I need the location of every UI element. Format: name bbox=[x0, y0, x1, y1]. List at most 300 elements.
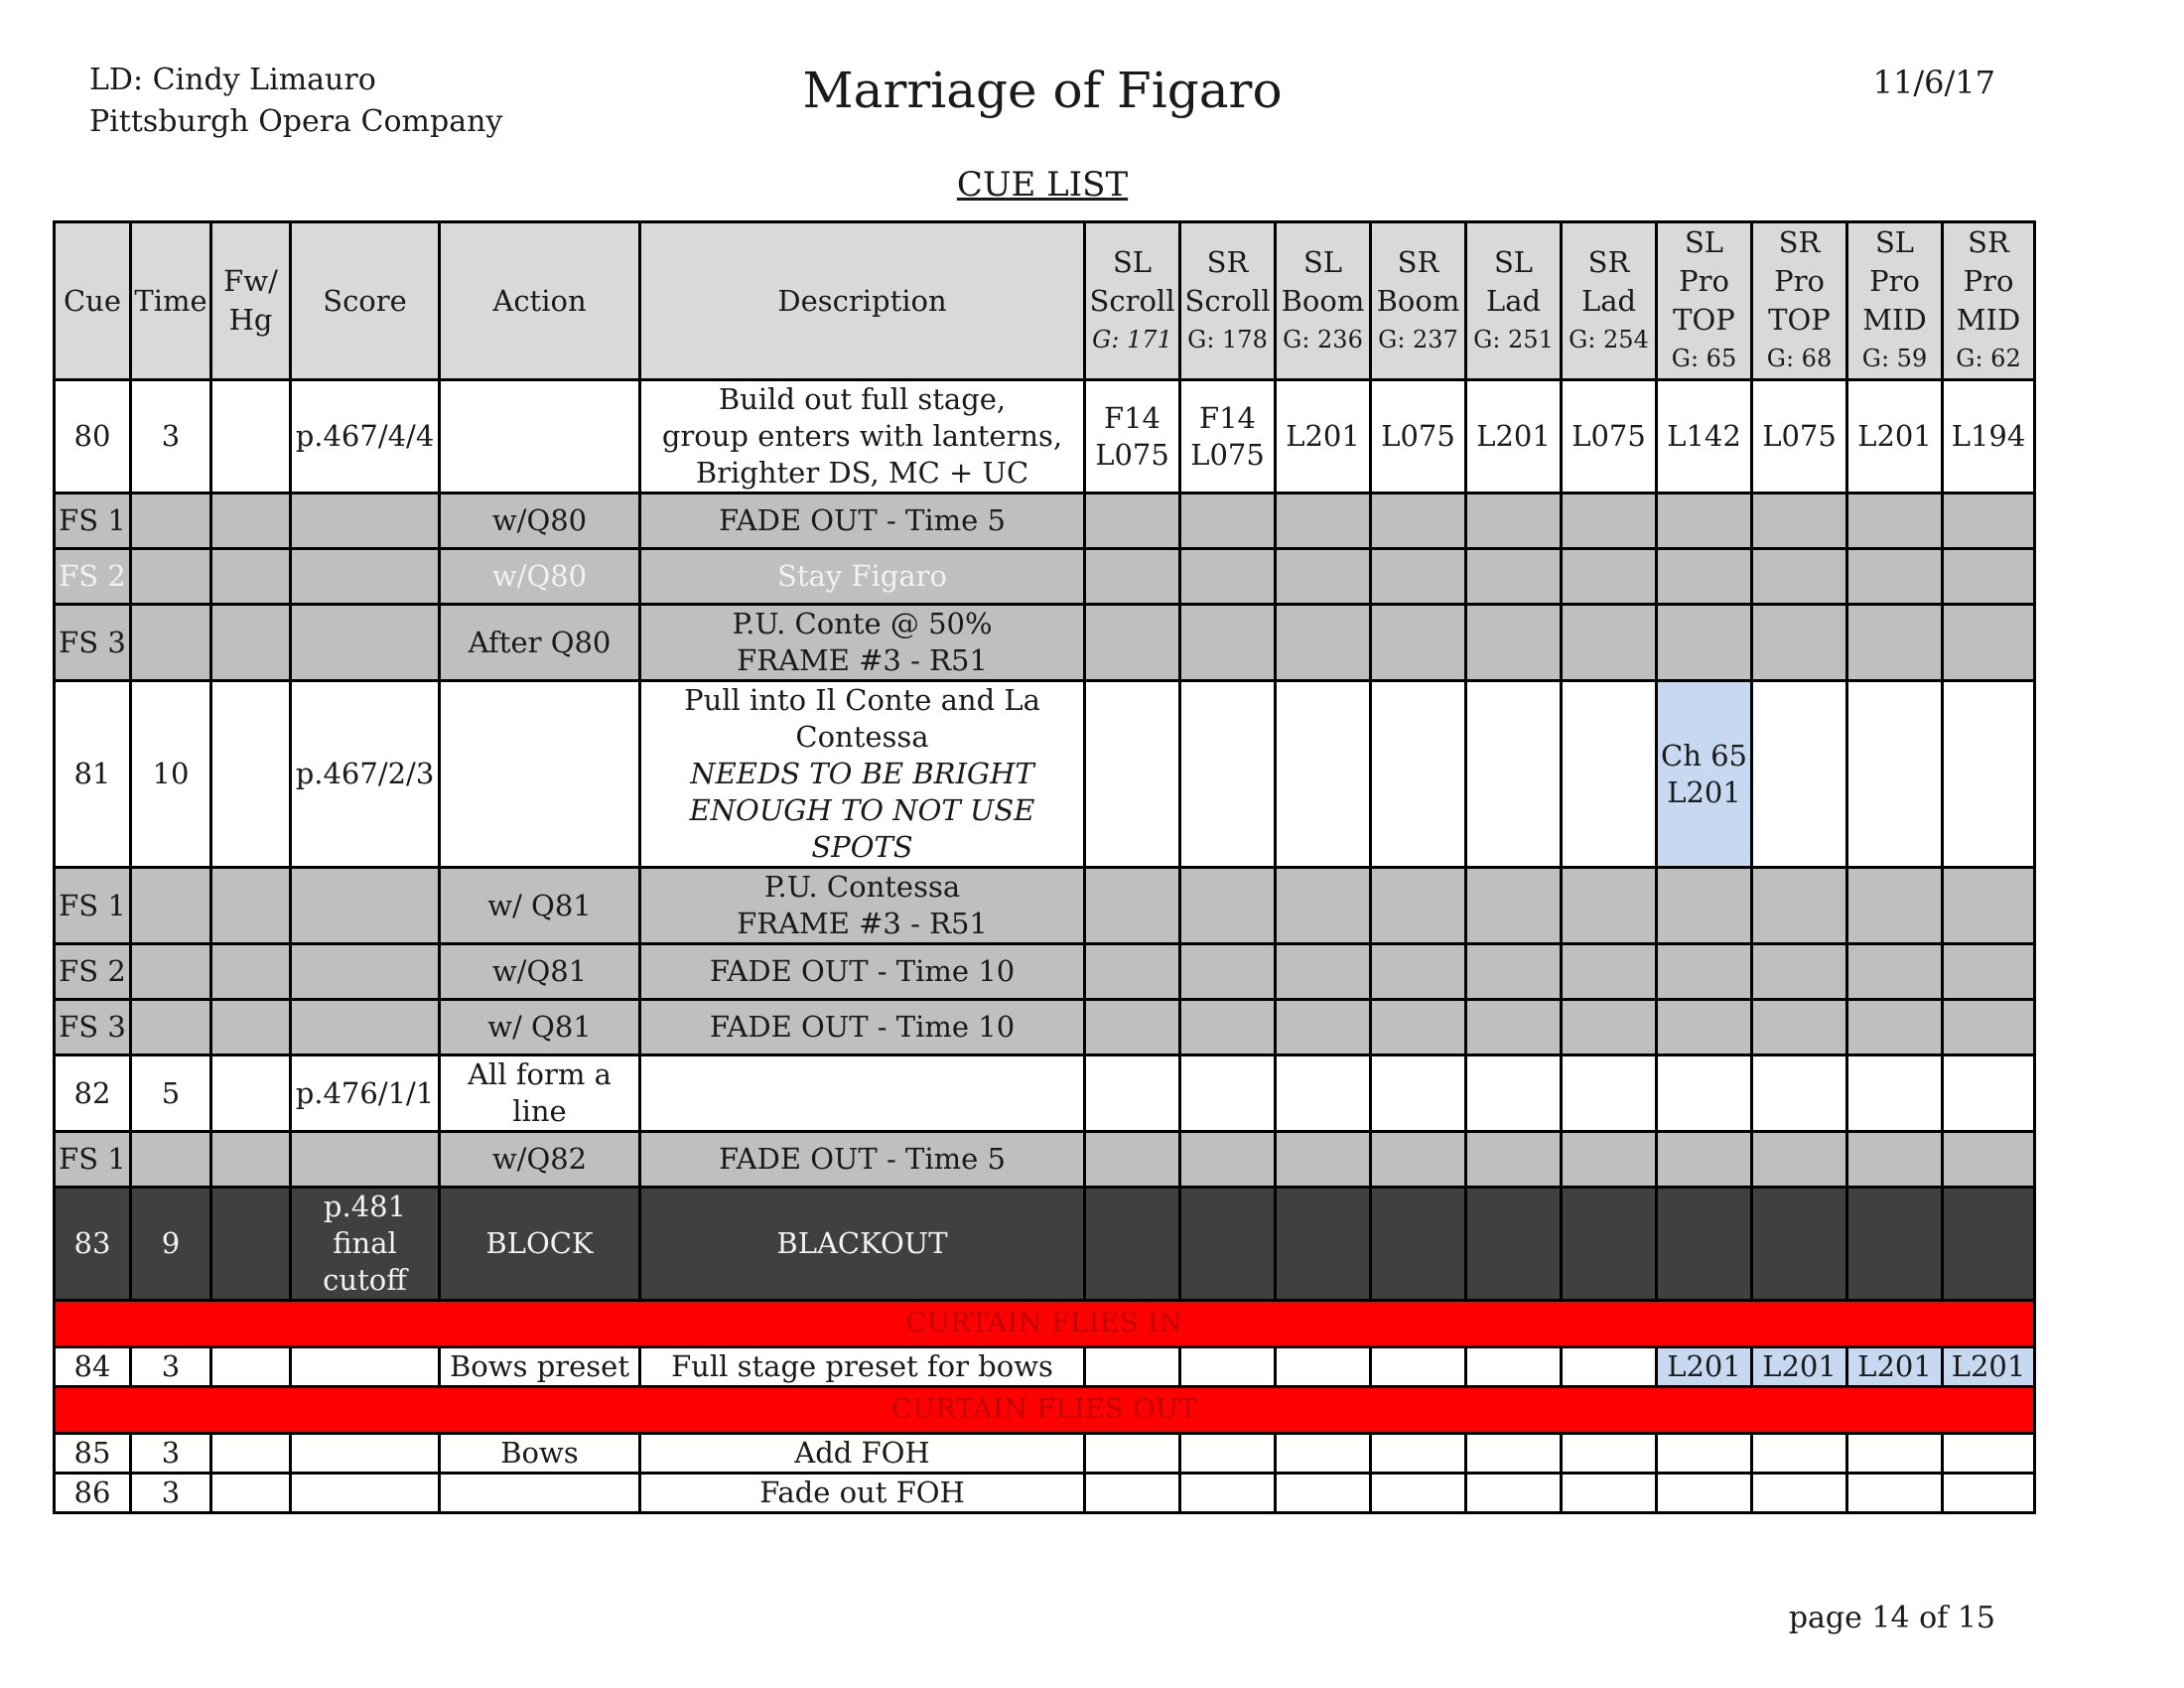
channel-cell: L142 bbox=[1657, 380, 1752, 493]
score-cell bbox=[291, 380, 440, 493]
fwhg-cell bbox=[211, 1000, 291, 1055]
cue-number-cell: 86 bbox=[55, 1474, 131, 1513]
channel-cell bbox=[1847, 1055, 1943, 1132]
channel-cell bbox=[1085, 493, 1180, 549]
action-cell: w/ Q81 bbox=[440, 1000, 640, 1055]
channel-cell: L075 bbox=[1562, 380, 1657, 493]
table-row bbox=[55, 549, 2035, 605]
col-header-channel-line: SR bbox=[1968, 225, 2009, 259]
channel-cell bbox=[1562, 1474, 1657, 1513]
col-header-cue: Cue bbox=[55, 222, 131, 380]
channel-cell: L201 bbox=[1466, 380, 1562, 493]
channel-cell bbox=[1752, 868, 1847, 944]
channel-cell bbox=[1943, 1188, 2035, 1301]
table-header-row bbox=[55, 222, 2035, 380]
score-cell bbox=[291, 1347, 440, 1387]
time-cell bbox=[131, 605, 211, 681]
channel-cell bbox=[1371, 1474, 1466, 1513]
document-date: 11/6/17 bbox=[1872, 64, 1995, 101]
table-row bbox=[55, 944, 2035, 1000]
description-line: FADE OUT - Time 10 bbox=[709, 1010, 1016, 1044]
col-header-group-number: G: 237 bbox=[1378, 325, 1458, 353]
channel-cell bbox=[1847, 868, 1943, 944]
col-header-channel bbox=[1562, 222, 1657, 380]
channel-cell: L075 bbox=[1752, 380, 1847, 493]
channel-cell bbox=[1752, 1188, 1847, 1301]
table-row bbox=[55, 1434, 2035, 1474]
channel-cell bbox=[1847, 1132, 1943, 1188]
channel-cell bbox=[1657, 493, 1752, 549]
table-row bbox=[55, 380, 2035, 493]
col-header-channel-line: SL bbox=[1684, 225, 1724, 259]
channel-cell bbox=[1180, 1132, 1276, 1188]
description-cell bbox=[640, 868, 1085, 944]
description-line: P.U. Conte @ 50% bbox=[732, 607, 993, 640]
channel-cell bbox=[1085, 1055, 1180, 1132]
channel-cell bbox=[1943, 1055, 2035, 1132]
channel-cell bbox=[1085, 549, 1180, 605]
fwhg-cell bbox=[211, 605, 291, 681]
channel-cell bbox=[1180, 1055, 1276, 1132]
col-header-fwhg-line: Hg bbox=[228, 303, 273, 337]
col-header-channel-line: SR bbox=[1778, 225, 1821, 259]
channel-cell bbox=[1752, 549, 1847, 605]
col-header-channel-line: SR bbox=[1206, 244, 1249, 279]
channel-cell bbox=[1276, 944, 1371, 1000]
description-line: Fade out FOH bbox=[759, 1476, 965, 1509]
description-cell bbox=[640, 1434, 1085, 1474]
channel-cell bbox=[1657, 1474, 1752, 1513]
score-line: p.476/1/1 bbox=[295, 1075, 435, 1110]
channel-cell bbox=[1847, 1434, 1943, 1474]
channel-cell bbox=[1276, 1055, 1371, 1132]
table-row bbox=[55, 605, 2035, 681]
col-header-channel-line: SL bbox=[1112, 244, 1153, 279]
col-header-fwhg-line: Fw/ bbox=[223, 264, 278, 298]
col-header-channel bbox=[1657, 222, 1752, 380]
description-cell bbox=[640, 549, 1085, 605]
action-cell: Bows preset bbox=[440, 1347, 640, 1387]
action-cell bbox=[440, 1474, 640, 1513]
col-header-channel bbox=[1276, 222, 1371, 380]
channel-cell bbox=[1371, 944, 1466, 1000]
channel-cell bbox=[1085, 944, 1180, 1000]
score-cell bbox=[291, 493, 440, 549]
channel-cell bbox=[1180, 944, 1276, 1000]
channel-cell bbox=[1466, 868, 1562, 944]
col-header-channel bbox=[1085, 222, 1180, 380]
col-header-channel-line: SR bbox=[1397, 244, 1439, 279]
channel-cell bbox=[1752, 944, 1847, 1000]
cue-number-cell: FS 3 bbox=[55, 605, 131, 681]
channel-cell bbox=[1276, 1434, 1371, 1474]
cue-number-cell: FS 3 bbox=[55, 1000, 131, 1055]
description-line: FADE OUT - Time 5 bbox=[719, 503, 1006, 537]
channel-cell bbox=[1943, 493, 2035, 549]
channel-cell bbox=[1562, 1055, 1657, 1132]
channel-cell bbox=[1085, 1474, 1180, 1513]
channel-cell bbox=[1562, 1188, 1657, 1301]
col-header-channel bbox=[1371, 222, 1466, 380]
table-row bbox=[55, 1055, 2035, 1132]
channel-cell bbox=[1276, 493, 1371, 549]
score-line: final bbox=[333, 1226, 397, 1260]
channel-cell bbox=[1562, 944, 1657, 1000]
description-line: FRAME #3 - R51 bbox=[737, 907, 988, 940]
cue-number-cell: FS 1 bbox=[55, 493, 131, 549]
channel-cell bbox=[1847, 549, 1943, 605]
score-cell bbox=[291, 944, 440, 1000]
table-row bbox=[55, 1474, 2035, 1513]
cue-number-cell: FS 2 bbox=[55, 549, 131, 605]
action-cell: All form a line bbox=[440, 1055, 640, 1132]
time-cell bbox=[131, 1000, 211, 1055]
cue-number-cell: 85 bbox=[55, 1434, 131, 1474]
action-cell bbox=[440, 380, 640, 493]
cue-table-body bbox=[55, 380, 2035, 1513]
channel-cell bbox=[1085, 1188, 1180, 1301]
col-header-channel bbox=[1466, 222, 1562, 380]
col-header-channel-line: SL bbox=[1302, 244, 1343, 279]
table-row bbox=[55, 1347, 2035, 1387]
channel-cell bbox=[1466, 549, 1562, 605]
cue-number-cell: 82 bbox=[55, 1055, 131, 1132]
time-cell bbox=[131, 868, 211, 944]
col-header-channel-line: SL bbox=[1493, 244, 1534, 279]
channel-cell bbox=[1276, 1132, 1371, 1188]
cue-number-cell: FS 2 bbox=[55, 944, 131, 1000]
channel-cell: L194 bbox=[1943, 380, 2035, 493]
description-cell bbox=[640, 1000, 1085, 1055]
channel-cell bbox=[1466, 1000, 1562, 1055]
col-header-channel-line: Pro bbox=[1963, 264, 2014, 298]
description-line: Brighter DS, MC + UC bbox=[695, 456, 1029, 490]
channel-cell: L201 bbox=[1943, 1347, 2035, 1387]
col-header-channel-line: TOP bbox=[1673, 303, 1735, 337]
channel-cell bbox=[1752, 681, 1847, 868]
time-cell: 3 bbox=[131, 380, 211, 493]
channel-cell bbox=[1943, 605, 2035, 681]
score-line: p.467/2/3 bbox=[295, 757, 435, 790]
channel-cell bbox=[1752, 1055, 1847, 1132]
channel-cell bbox=[1371, 1188, 1466, 1301]
channel-cell bbox=[1562, 605, 1657, 681]
channel-cell bbox=[1562, 681, 1657, 868]
channel-cell bbox=[1085, 1434, 1180, 1474]
col-header-channel-line: Boom bbox=[1376, 283, 1460, 318]
channel-cell bbox=[1466, 1188, 1562, 1301]
channel-cell bbox=[1371, 1347, 1466, 1387]
col-header-channel-line: Pro bbox=[1679, 264, 1729, 298]
channel-cell: L201 bbox=[1752, 1347, 1847, 1387]
col-header-channel-line: MID bbox=[1956, 303, 2021, 337]
channel-cell bbox=[1562, 493, 1657, 549]
company-name: Pittsburgh Opera Company bbox=[89, 104, 503, 139]
channel-cell bbox=[1371, 1132, 1466, 1188]
fwhg-cell bbox=[211, 1434, 291, 1474]
action-cell bbox=[440, 681, 640, 868]
channel-cell bbox=[1943, 1474, 2035, 1513]
channel-cell bbox=[1371, 868, 1466, 944]
channel-cell bbox=[1657, 1434, 1752, 1474]
action-cell: BLOCK bbox=[440, 1188, 640, 1301]
fwhg-cell bbox=[211, 493, 291, 549]
col-header-channel-line: TOP bbox=[1768, 303, 1831, 337]
cue-number-cell: FS 1 bbox=[55, 868, 131, 944]
fwhg-cell bbox=[211, 549, 291, 605]
cue-number-cell: 81 bbox=[55, 681, 131, 868]
action-cell: w/Q82 bbox=[440, 1132, 640, 1188]
table-row bbox=[55, 868, 2035, 944]
channel-cell bbox=[1371, 681, 1466, 868]
table-row bbox=[55, 1132, 2035, 1188]
description-cell bbox=[640, 380, 1085, 493]
table-row bbox=[55, 1000, 2035, 1055]
score-line: cutoff bbox=[323, 1263, 407, 1297]
fwhg-cell bbox=[211, 1347, 291, 1387]
page-number: page 14 of 15 bbox=[1788, 1601, 1995, 1635]
channel-cell bbox=[1180, 1474, 1276, 1513]
channel-cell: F14 L075 bbox=[1085, 380, 1180, 493]
col-header-group-number: G: 68 bbox=[1766, 345, 1833, 372]
channel-cell: L201 bbox=[1657, 1347, 1752, 1387]
channel-cell bbox=[1180, 1434, 1276, 1474]
time-cell bbox=[131, 549, 211, 605]
action-cell: w/Q81 bbox=[440, 944, 640, 1000]
score-line: p.481 bbox=[323, 1190, 407, 1223]
col-header-description: Description bbox=[640, 222, 1085, 380]
channel-cell bbox=[1466, 605, 1562, 681]
col-header-channel-line: Lad bbox=[1485, 283, 1542, 318]
col-header-group-number: G: 171 bbox=[1092, 325, 1172, 353]
description-cell bbox=[640, 681, 1085, 868]
action-cell: w/ Q81 bbox=[440, 868, 640, 944]
channel-cell bbox=[1276, 605, 1371, 681]
channel-cell bbox=[1657, 868, 1752, 944]
fwhg-cell bbox=[211, 1188, 291, 1301]
channel-cell bbox=[1371, 1434, 1466, 1474]
channel-cell: L201 bbox=[1847, 1347, 1943, 1387]
channel-cell bbox=[1752, 1434, 1847, 1474]
channel-cell bbox=[1276, 1188, 1371, 1301]
col-header-score: Score bbox=[291, 222, 440, 380]
channel-cell bbox=[1085, 1000, 1180, 1055]
channel-cell bbox=[1466, 944, 1562, 1000]
curtain-banner: CURTAIN FLIES OUT bbox=[55, 1387, 2035, 1434]
description-line: FRAME #3 - R51 bbox=[737, 643, 988, 677]
channel-cell bbox=[1085, 605, 1180, 681]
fwhg-cell bbox=[211, 1132, 291, 1188]
fwhg-cell bbox=[211, 681, 291, 868]
channel-cell bbox=[1657, 1132, 1752, 1188]
channel-cell bbox=[1180, 868, 1276, 944]
channel-cell bbox=[1943, 868, 2035, 944]
channel-cell bbox=[1085, 681, 1180, 868]
channel-cell bbox=[1180, 1188, 1276, 1301]
channel-cell bbox=[1847, 605, 1943, 681]
description-line: Pull into Il Conte and La Contessa bbox=[684, 683, 1040, 754]
channel-cell bbox=[1180, 1347, 1276, 1387]
fwhg-cell bbox=[211, 380, 291, 493]
channel-cell bbox=[1180, 1000, 1276, 1055]
col-header-channel bbox=[1943, 222, 2035, 380]
col-header-channel-line: Pro bbox=[1869, 264, 1920, 298]
description-cell bbox=[640, 493, 1085, 549]
time-cell: 3 bbox=[131, 1347, 211, 1387]
description-line: Stay Figaro bbox=[777, 559, 947, 593]
channel-cell bbox=[1562, 1132, 1657, 1188]
fwhg-cell bbox=[211, 1055, 291, 1132]
time-cell: 3 bbox=[131, 1434, 211, 1474]
col-header-group-number: G: 59 bbox=[1861, 345, 1928, 372]
col-header-action: Action bbox=[440, 222, 640, 380]
channel-cell bbox=[1847, 1188, 1943, 1301]
channel-cell bbox=[1276, 1474, 1371, 1513]
channel-cell bbox=[1752, 1000, 1847, 1055]
col-header-channel-line: Pro bbox=[1774, 264, 1825, 298]
channel-cell bbox=[1180, 605, 1276, 681]
description-cell bbox=[640, 605, 1085, 681]
channel-cell bbox=[1180, 681, 1276, 868]
score-cell bbox=[291, 1188, 440, 1301]
curtain-banner-row bbox=[55, 1301, 2035, 1347]
description-line: P.U. Contessa bbox=[763, 870, 961, 904]
curtain-banner: CURTAIN FLIES IN bbox=[55, 1301, 2035, 1347]
cue-list-subtitle: CUE LIST bbox=[956, 165, 1129, 205]
action-cell: After Q80 bbox=[440, 605, 640, 681]
cue-number-cell: 84 bbox=[55, 1347, 131, 1387]
col-header-channel-line: Lad bbox=[1580, 283, 1637, 318]
channel-cell bbox=[1466, 1132, 1562, 1188]
channel-cell bbox=[1847, 1000, 1943, 1055]
time-cell bbox=[131, 944, 211, 1000]
score-cell bbox=[291, 1055, 440, 1132]
col-header-group-number: G: 254 bbox=[1569, 325, 1649, 353]
channel-cell: L201 bbox=[1276, 380, 1371, 493]
channel-cell bbox=[1085, 1347, 1180, 1387]
description-line: Add FOH bbox=[794, 1436, 930, 1470]
channel-cell bbox=[1657, 549, 1752, 605]
description-cell bbox=[640, 944, 1085, 1000]
lighting-designer: LD: Cindy Limauro bbox=[89, 63, 376, 97]
cue-list-table bbox=[53, 220, 2036, 1514]
channel-cell bbox=[1752, 1132, 1847, 1188]
channel-cell bbox=[1371, 605, 1466, 681]
table-row bbox=[55, 1188, 2035, 1301]
channel-cell bbox=[1943, 944, 2035, 1000]
channel-cell bbox=[1276, 868, 1371, 944]
channel-cell bbox=[1847, 1474, 1943, 1513]
channel-cell: L201 bbox=[1847, 380, 1943, 493]
channel-cell bbox=[1562, 1347, 1657, 1387]
channel-cell: L075 bbox=[1371, 380, 1466, 493]
channel-cell bbox=[1466, 1347, 1562, 1387]
channel-cell bbox=[1085, 1132, 1180, 1188]
col-header-time: Time bbox=[131, 222, 211, 380]
col-header-group-number: G: 65 bbox=[1671, 345, 1737, 372]
channel-cell bbox=[1943, 549, 2035, 605]
fwhg-cell bbox=[211, 868, 291, 944]
score-line: p.467/4/4 bbox=[295, 419, 435, 453]
channel-cell bbox=[1466, 1474, 1562, 1513]
channel-cell bbox=[1943, 1434, 2035, 1474]
col-header-channel bbox=[1847, 222, 1943, 380]
channel-cell bbox=[1943, 1000, 2035, 1055]
cue-number-cell: 83 bbox=[55, 1188, 131, 1301]
channel-cell bbox=[1466, 1434, 1562, 1474]
time-cell: 9 bbox=[131, 1188, 211, 1301]
table-row bbox=[55, 681, 2035, 868]
col-header-channel bbox=[1752, 222, 1847, 380]
table-row bbox=[55, 493, 2035, 549]
channel-cell bbox=[1752, 605, 1847, 681]
channel-cell bbox=[1371, 1055, 1466, 1132]
channel-cell bbox=[1371, 549, 1466, 605]
channel-cell bbox=[1562, 1000, 1657, 1055]
time-cell bbox=[131, 493, 211, 549]
description-line: BLACKOUT bbox=[776, 1226, 948, 1260]
channel-cell bbox=[1657, 1055, 1752, 1132]
score-cell bbox=[291, 1434, 440, 1474]
channel-cell bbox=[1657, 1000, 1752, 1055]
col-header-group-number: G: 251 bbox=[1473, 325, 1554, 353]
channel-cell bbox=[1466, 681, 1562, 868]
description-cell bbox=[640, 1055, 1085, 1132]
channel-cell bbox=[1466, 493, 1562, 549]
channel-cell bbox=[1847, 944, 1943, 1000]
channel-cell bbox=[1752, 1474, 1847, 1513]
time-cell: 5 bbox=[131, 1055, 211, 1132]
description-line: ENOUGH TO NOT USE SPOTS bbox=[689, 793, 1035, 864]
time-cell bbox=[131, 1132, 211, 1188]
score-cell bbox=[291, 1000, 440, 1055]
channel-cell bbox=[1657, 605, 1752, 681]
channel-cell bbox=[1943, 1132, 2035, 1188]
channel-cell bbox=[1371, 493, 1466, 549]
col-header-group-number: G: 62 bbox=[1956, 345, 2021, 372]
channel-cell bbox=[1562, 868, 1657, 944]
channel-cell bbox=[1847, 493, 1943, 549]
channel-cell bbox=[1276, 681, 1371, 868]
action-cell: w/Q80 bbox=[440, 549, 640, 605]
col-header-channel-line: MID bbox=[1862, 303, 1927, 337]
description-cell bbox=[640, 1347, 1085, 1387]
col-header-channel-line: Scroll bbox=[1184, 283, 1271, 318]
score-cell bbox=[291, 1474, 440, 1513]
channel-cell bbox=[1180, 549, 1276, 605]
col-header-channel-line: Boom bbox=[1281, 283, 1365, 318]
col-header-channel bbox=[1180, 222, 1276, 380]
description-line: Full stage preset for bows bbox=[671, 1349, 1053, 1383]
channel-cell: F14 L075 bbox=[1180, 380, 1276, 493]
channel-cell bbox=[1847, 681, 1943, 868]
description-line: NEEDS TO BE BRIGHT bbox=[690, 757, 1034, 790]
score-cell bbox=[291, 681, 440, 868]
channel-cell bbox=[1943, 681, 2035, 868]
channel-cell bbox=[1562, 1434, 1657, 1474]
description-line: Build out full stage, bbox=[718, 382, 1007, 416]
action-cell: Bows bbox=[440, 1434, 640, 1474]
score-cell bbox=[291, 549, 440, 605]
col-header-channel-line: SL bbox=[1874, 225, 1915, 259]
channel-cell bbox=[1562, 549, 1657, 605]
cue-number-cell: FS 1 bbox=[55, 1132, 131, 1188]
score-cell bbox=[291, 1132, 440, 1188]
col-header-group-number: G: 178 bbox=[1187, 325, 1268, 353]
curtain-banner-row bbox=[55, 1387, 2035, 1434]
description-cell bbox=[640, 1188, 1085, 1301]
channel-cell bbox=[1466, 1055, 1562, 1132]
